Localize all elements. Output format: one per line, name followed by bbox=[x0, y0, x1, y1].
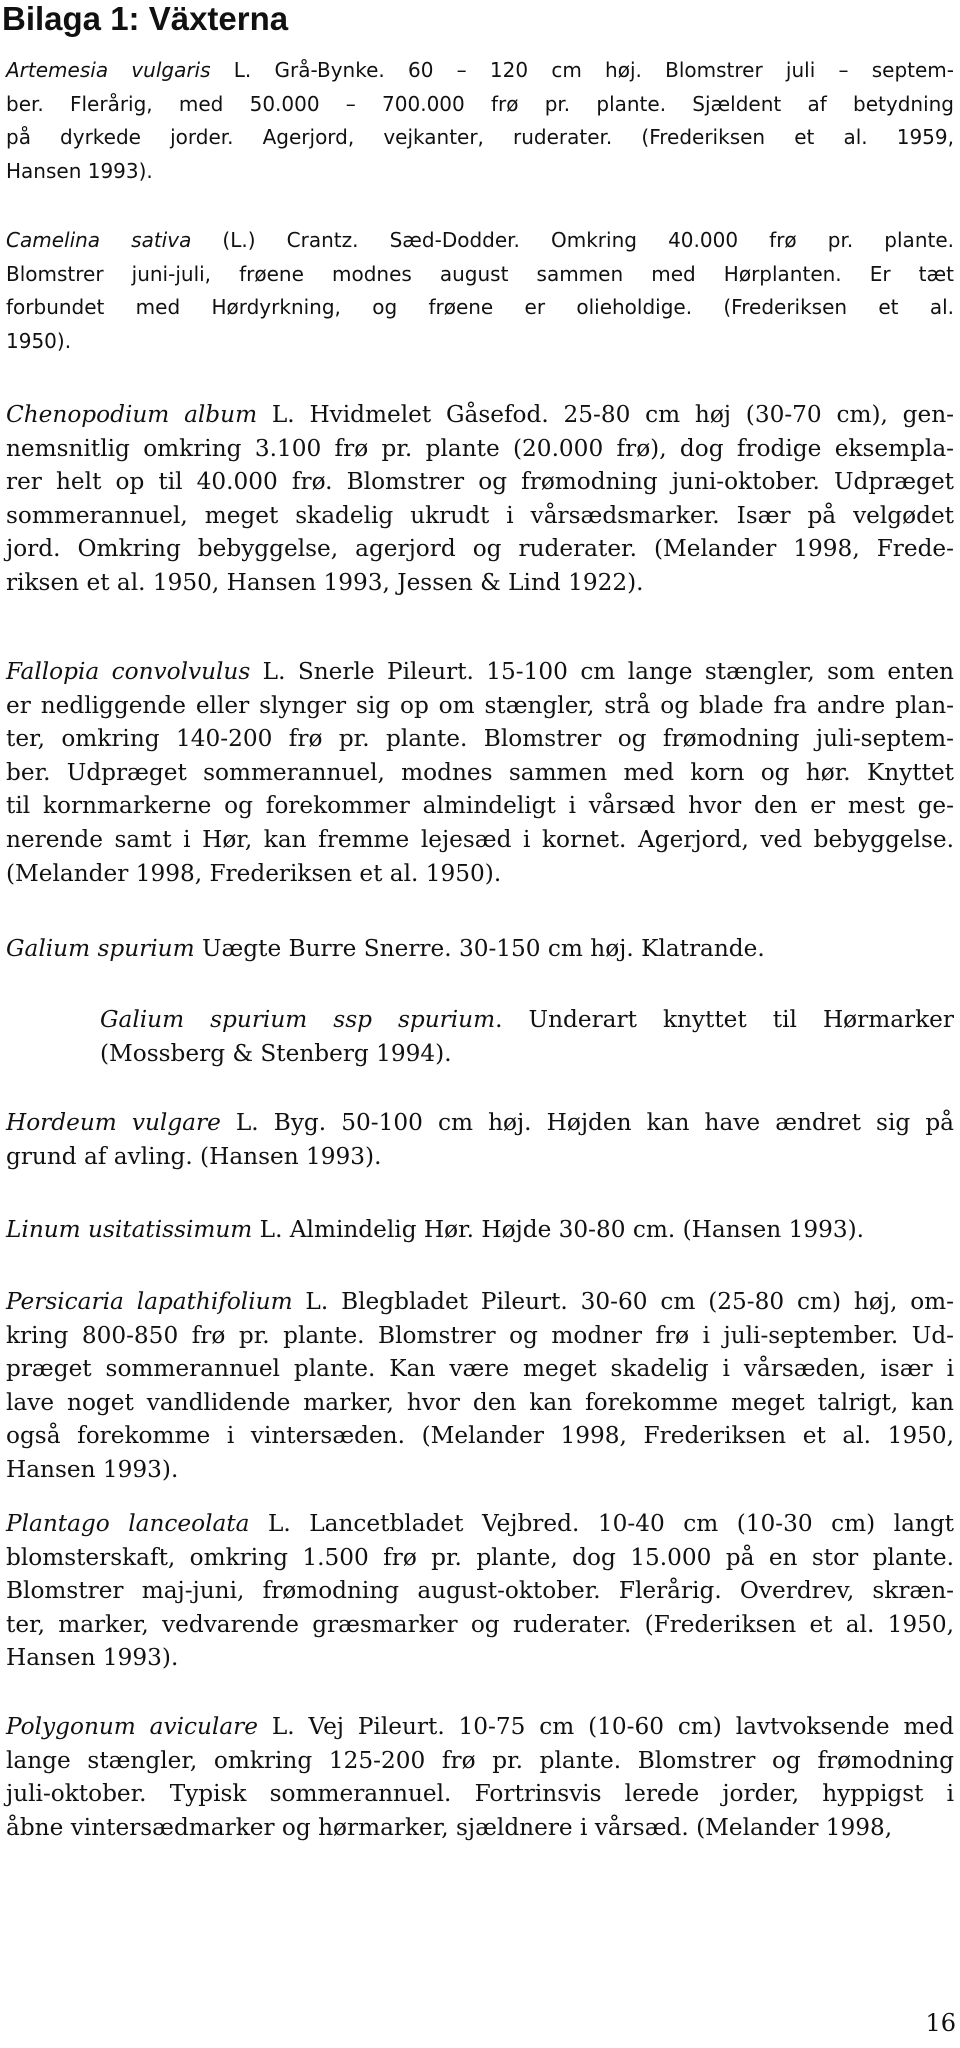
entry-line bbox=[6, 756, 954, 790]
species-name: Polygonum aviculare bbox=[6, 1713, 258, 1740]
entry-text: (Melander 1998, Frederiksen et al. 1950). bbox=[6, 859, 502, 887]
entry-text: til kornmarkerne og forekommer almindeligt i vårsæd hvor den er mest ge- bbox=[6, 792, 954, 820]
entry-line bbox=[6, 789, 954, 823]
entry-text: ter, omkring 140-200 frø pr. plante. Blomstrer og frømodning juli-septem- bbox=[6, 725, 954, 753]
entry-text: L. Hvidmelet Gåsefod. 25-80 cm høj (30-70 cm), gen- bbox=[257, 401, 954, 428]
entry-text: rer helt op til 40.000 frø. Blomstrer og frømodning juni-oktober. Udpræget bbox=[6, 468, 954, 496]
entry-text: nerende samt i Hør, kan fremme lejesæd i kornet. Agerjord, ved bebyggelse. bbox=[6, 825, 954, 853]
entry-line bbox=[6, 532, 954, 566]
entry-line bbox=[6, 121, 954, 155]
entry-line bbox=[6, 857, 954, 891]
entry-text: L. Blegbladet Pileurt. 30-60 cm (25-80 cm) høj, om- bbox=[292, 1288, 954, 1315]
entry-line bbox=[6, 1608, 954, 1642]
entry-line bbox=[6, 1106, 954, 1140]
entry-text: Blomstrer juni-juli, frøene modnes august sammen med Hørplanten. Er tæt bbox=[6, 261, 954, 286]
species-name: Persicaria lapathifolium bbox=[6, 1288, 293, 1315]
entry-text: ber. Udpræget sommerannuel, modnes sammen med korn og hør. Knyttet bbox=[6, 758, 954, 786]
entry-line bbox=[6, 1541, 954, 1575]
entry-line bbox=[6, 224, 954, 258]
entry-text: Uægte Burre Snerre. 30-150 cm høj. Klatrande. bbox=[194, 935, 765, 962]
entry-text: sommerannuel, meget skadelig ukrudt i vårsædsmarker. Især på velgødet bbox=[6, 501, 954, 529]
entry-galium-ssp bbox=[100, 1003, 954, 1070]
entry-camelina bbox=[6, 224, 954, 358]
entry-line bbox=[6, 566, 954, 600]
entry-fallopia bbox=[6, 655, 954, 890]
entry-text: lange stængler, omkring 125-200 frø pr. plante. Blomstrer og frømodning bbox=[6, 1746, 954, 1774]
entry-text: L. Byg. 50-100 cm høj. Højden kan have ændret sig på bbox=[220, 1109, 954, 1136]
entry-persicaria bbox=[6, 1285, 954, 1487]
entry-line bbox=[6, 325, 954, 359]
entry-line bbox=[6, 258, 954, 292]
entry-line bbox=[6, 1710, 954, 1744]
entry-text: åbne vintersædmarker og hørmarker, sjældnere i vårsæd. (Melander 1998, bbox=[6, 1813, 893, 1841]
entry-text: Hansen 1993). bbox=[6, 1455, 179, 1483]
entry-artemisia bbox=[6, 54, 954, 188]
entry-text: (L.) Crantz. Sæd-Dodder. Omkring 40.000 frø pr. plante. bbox=[191, 228, 954, 252]
entry-text: også forekomme i vintersæden. (Melander 1998, Frederiksen et al. 1950, bbox=[6, 1422, 954, 1450]
entry-line bbox=[6, 1213, 954, 1247]
entry-text: ber. Flerårig, med 50.000 – 700.000 frø pr. plante. Sjældent af betydning bbox=[6, 91, 954, 116]
entry-line bbox=[6, 823, 954, 857]
entry-line bbox=[6, 155, 954, 189]
entry-linum bbox=[6, 1213, 954, 1247]
entry-text: Blomstrer maj-juni, frømodning august-oktober. Flerårig. Overdrev, skræn- bbox=[6, 1577, 954, 1605]
entry-line bbox=[6, 88, 954, 122]
entry-line bbox=[6, 398, 954, 432]
species-name: Hordeum vulgare bbox=[6, 1109, 221, 1136]
entry-line bbox=[100, 1003, 954, 1037]
entry-line bbox=[6, 689, 954, 723]
entry-text: L. Snerle Pileurt. 15-100 cm lange stængler, som enten bbox=[250, 658, 954, 685]
entry-galium bbox=[6, 932, 954, 966]
species-name: Plantago lanceolata bbox=[6, 1510, 250, 1537]
entry-text: 1950). bbox=[6, 328, 72, 353]
entry-line bbox=[6, 932, 954, 966]
entry-text: blomsterskaft, omkring 1.500 frø pr. plante, dog 15.000 på en stor plante. bbox=[6, 1543, 954, 1571]
entry-text: kring 800-850 frø pr. plante. Blomstrer og modner frø i juli-september. Ud- bbox=[6, 1321, 954, 1349]
entry-line bbox=[6, 291, 954, 325]
entry-text: riksen et al. 1950, Hansen 1993, Jessen & Lind 1922). bbox=[6, 568, 644, 596]
entry-line bbox=[6, 1453, 954, 1487]
entry-line bbox=[6, 1285, 954, 1319]
entry-line bbox=[6, 499, 954, 533]
entry-chenopodium bbox=[6, 398, 954, 600]
species-name: Chenopodium album bbox=[6, 401, 258, 428]
entry-hordeum bbox=[6, 1106, 954, 1173]
entry-line bbox=[6, 1386, 954, 1420]
entry-text: på dyrkede jorder. Agerjord, vejkanter, ruderater. (Frederiksen et al. 1959, bbox=[6, 125, 954, 150]
entry-text: L. Lancetbladet Vejbred. 10-40 cm (10-30 cm) langt bbox=[249, 1510, 954, 1537]
species-name: Camelina sativa bbox=[6, 228, 192, 252]
entry-line bbox=[6, 1352, 954, 1386]
entry-text: L. Almindelig Hør. Højde 30-80 cm. (Hansen 1993). bbox=[252, 1216, 864, 1243]
entry-text: Hansen 1993). bbox=[6, 1644, 179, 1672]
entry-text: jord. Omkring bebyggelse, agerjord og ruderater. (Melander 1998, Frede- bbox=[6, 535, 954, 563]
page-number: 16 bbox=[925, 2009, 956, 2037]
entry-line bbox=[6, 1777, 954, 1811]
entry-line bbox=[6, 1507, 954, 1541]
species-name: Galium spurium ssp spurium bbox=[100, 1006, 496, 1033]
entry-line bbox=[6, 432, 954, 466]
entry-line bbox=[6, 655, 954, 689]
species-name: Artemesia vulgaris bbox=[6, 58, 211, 82]
entry-line bbox=[100, 1037, 954, 1071]
entry-line bbox=[6, 1811, 954, 1845]
entry-text: (Mossberg & Stenberg 1994). bbox=[100, 1039, 452, 1067]
entry-line bbox=[6, 1574, 954, 1608]
entry-text: L. Vej Pileurt. 10-75 cm (10-60 cm) lavtvoksende med bbox=[257, 1713, 954, 1740]
entry-line bbox=[6, 1140, 954, 1174]
entry-line bbox=[6, 1744, 954, 1778]
entry-text: forbundet med Hørdyrkning, og frøene er olieholdige. (Frederiksen et al. bbox=[6, 295, 954, 320]
entry-text: nemsnitlig omkring 3.100 frø pr. plante (20.000 frø), dog frodige eksempla- bbox=[6, 434, 954, 462]
entry-text: lave noget vandlidende marker, hvor den kan forekomme meget talrigt, kan bbox=[6, 1388, 954, 1416]
species-name: Fallopia convolvulus bbox=[6, 658, 251, 685]
entry-line bbox=[6, 1419, 954, 1453]
entry-text: L. Grå-Bynke. 60 – 120 cm høj. Blomstrer juli – septem- bbox=[210, 58, 954, 82]
entry-text: juli-oktober. Typisk sommerannuel. Fortrinsvis lerede jorder, hyppigst i bbox=[6, 1780, 954, 1808]
entry-line bbox=[6, 54, 954, 88]
entry-text: . Underart knyttet til Hørmarker bbox=[495, 1006, 954, 1033]
entry-text: ter, marker, vedvarende græsmarker og ruderater. (Frederiksen et al. 1950, bbox=[6, 1610, 954, 1638]
entry-plantago bbox=[6, 1507, 954, 1675]
entry-polygonum bbox=[6, 1710, 954, 1844]
species-name: Galium spurium bbox=[6, 935, 195, 962]
entry-text: grund af avling. (Hansen 1993). bbox=[6, 1142, 382, 1170]
entry-line bbox=[6, 465, 954, 499]
entry-text: præget sommerannuel plante. Kan være meget skadelig i vårsæden, især i bbox=[6, 1355, 954, 1383]
entry-line bbox=[6, 1319, 954, 1353]
entry-text: Hansen 1993). bbox=[6, 158, 153, 183]
entry-line bbox=[6, 722, 954, 756]
page-heading: Bilaga 1: Växterna bbox=[2, 0, 289, 37]
entry-line bbox=[6, 1641, 954, 1675]
species-name: Linum usitatissimum bbox=[6, 1216, 253, 1243]
entry-text: er nedliggende eller slynger sig op om stængler, strå og blade fra andre plan- bbox=[6, 691, 954, 719]
